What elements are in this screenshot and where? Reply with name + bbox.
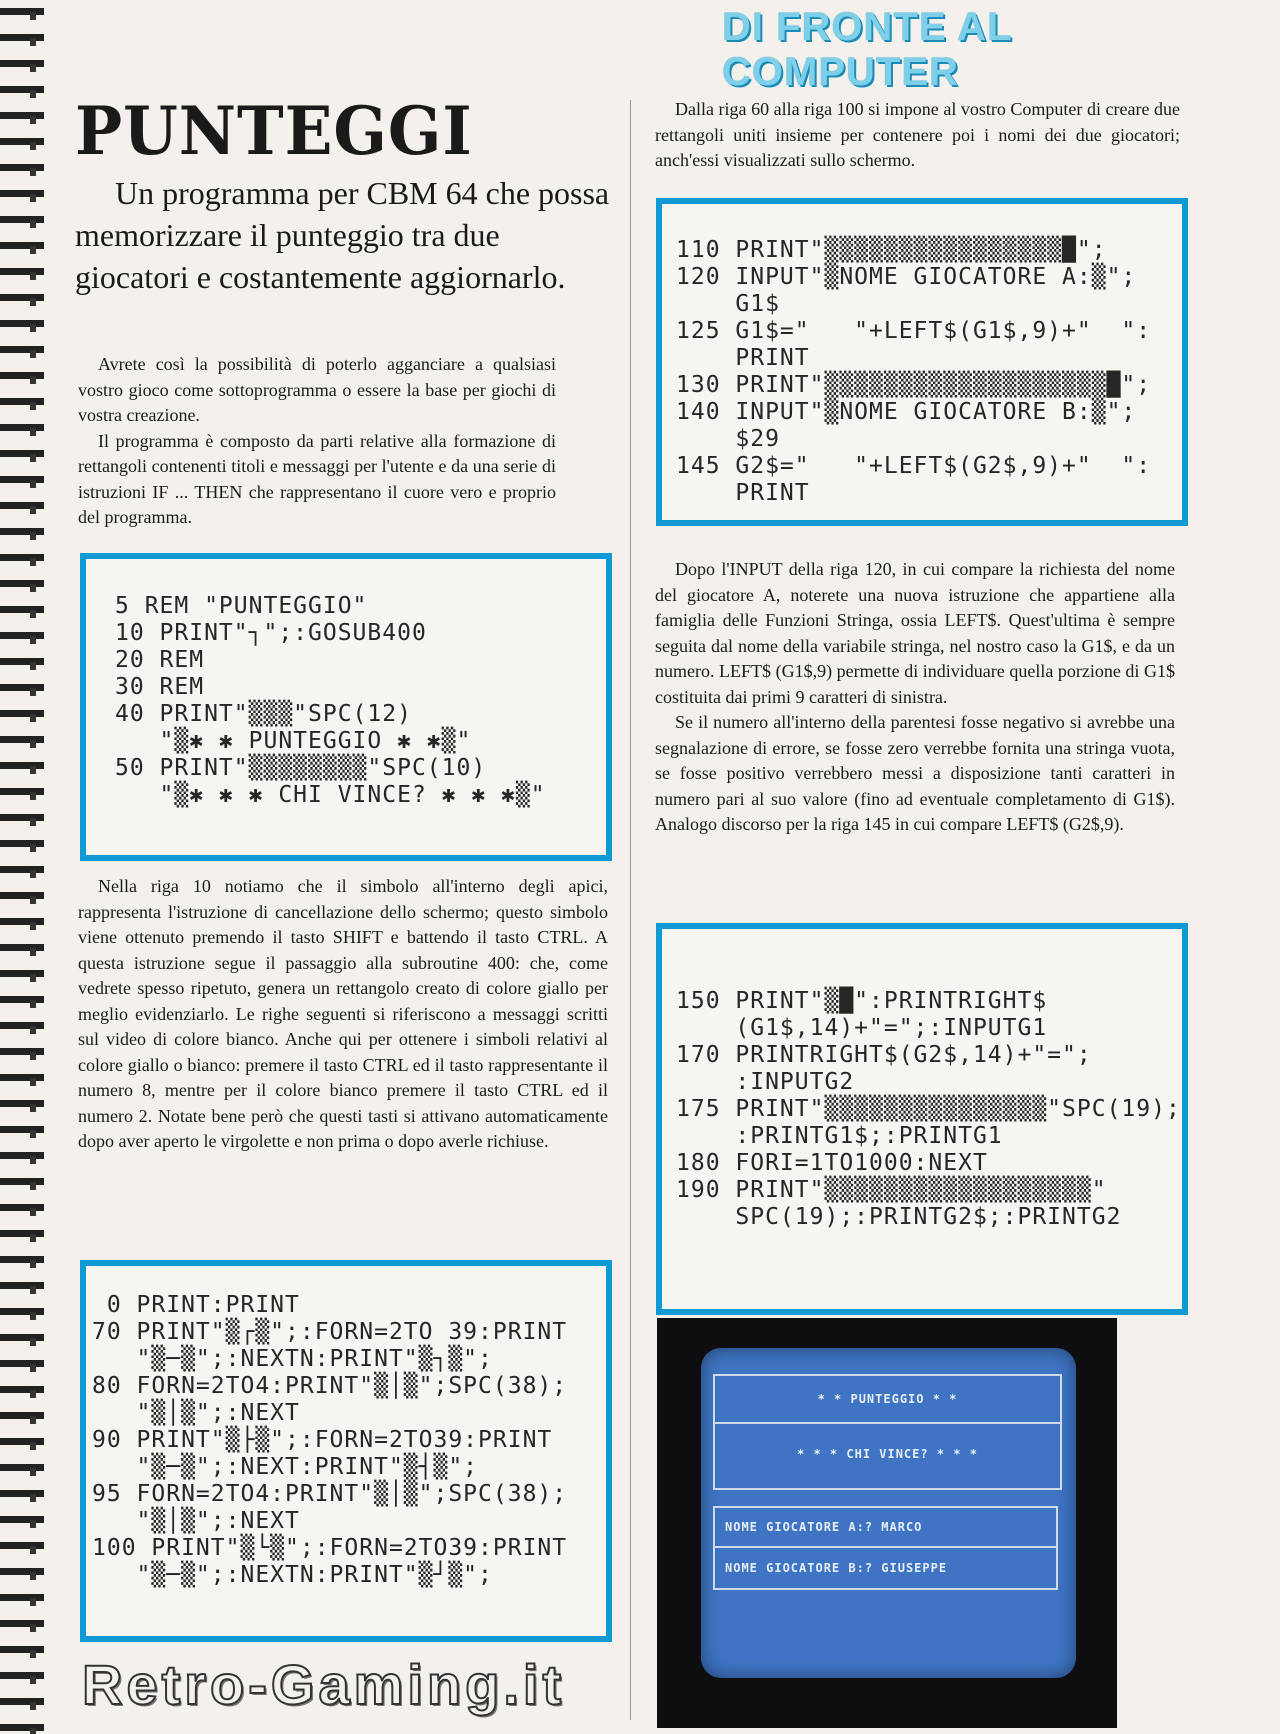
watermark: Retro-Gaming.it	[82, 1653, 566, 1716]
screen-title-box	[713, 1374, 1062, 1424]
right-paragraph-1	[655, 97, 1180, 174]
code-listing-2-text: 0 PRINT:PRINT 70 PRINT"▒┌▒";:FORN=2TO 39:PRINT "▒─▒";:NEXTN:PRINT"▒┐▒"; 80 FORN=2TO4:PRINT"▒│▒";SPC(38); "▒│▒";:NEXT 90 PRINT"▒├▒";:FORN=2TO39:PRINT "▒─▒";:NEXT:PRINT"▒┤▒"; 95 FORN=2TO4:PRINT"▒│▒";SPC(38); "▒│▒";:NEXT 100 PRINT"▒└▒";:FORN=2TO39:PRINT "▒─▒";:NEXTN:PRINT"▒┘▒";	[92, 1292, 568, 1588]
code-listing-3-text: 110 PRINT"▒▒▒▒▒▒▒▒▒▒▒▒▒▒▒▒█"; 120 INPUT"▒NOME GIOCATORE A:▒"; G1$ 125 G1$=" "+LEFT$(G1$,9)+" ": PRINT 130 PRINT"▒▒▒▒▒▒▒▒▒▒▒▒▒▒▒▒▒▒▒█"; 140 INPUT"▒NOME GIOCATORE B:▒"; $29 145 G2$=" "+LEFT$(G2$,9)+" ": PRINT	[676, 237, 1152, 506]
body-p1: Nella riga 10 notiamo che il simbolo all'interno degli apici, rappresenta l'istruzione di cancellazione dello schermo; questo simbolo viene ottenuto premendo il tasto SHIFT e battendo il tasto CTRL. A questa istruzione segue il passaggio alla subroutine 400: che, come vedrete spesso ripetuto, genera un rettangolo creato di colore giallo per meglio evidenziarlo. Le righe seguenti si riferiscono a messaggi scritti sul video di colore bianco. Anche qui per ottenere i simboli relativi al colore giallo o bianco: premere il tasto CTRL ed il tasto rappresentante il numero 8, mentre per il colore bianco premere il tasto CTRL ed il numero 2. Notate bene però che questi tasti si attivano automaticamente dopo aver aperto le virgolette e non prima o dopo averle richiuse.	[78, 876, 608, 1151]
screen-display	[701, 1348, 1076, 1678]
code-listing-1-text: 5 REM "PUNTEGGIO" 10 PRINT"┐";:GOSUB400 20 REM 30 REM 40 PRINT"▒▒▒"SPC(12) "▒✱ ✱ PUNTEGGIO ✱ ✱▒" 50 PRINT"▒▒▒▒▒▒▒▒"SPC(10) "▒✱ ✱ ✱ CHI VINCE? ✱ ✱ ✱▒"	[115, 593, 546, 808]
screen-line-3: NOME GIOCATORE A:? MARCO	[725, 1520, 923, 1534]
screen-player-a-box	[713, 1506, 1058, 1548]
right-p3: Se il numero all'interno della parentesi fosse negativo si avrebbe una segnalazione di errore, se fosse zero verrebbe fornita una stringa vuota, se fosse positivo verrebbero messi a disposizione tanti caratteri in numero pari al suo valore (fino ad eventuale completamento di G1$). Analogo discorso per la riga 145 in cui compare LEFT$ (G2$,9).	[655, 712, 1175, 834]
computer-screen-photo	[657, 1318, 1117, 1728]
column-divider	[630, 100, 631, 1720]
intro-paragraph	[78, 352, 556, 531]
subtitle: Un programma per CBM 64 che possa memorizzare il punteggio tra due giocatori e costantemente aggiornarlo.	[75, 175, 610, 295]
screen-line-1: * * PUNTEGGIO * *	[817, 1392, 958, 1406]
screen-player-b-box	[713, 1548, 1058, 1590]
screen-line-4: NOME GIOCATORE B:? GIUSEPPE	[725, 1561, 948, 1575]
page-title: PUNTEGGI	[75, 92, 473, 170]
right-p1: Dalla riga 60 alla riga 100 si impone al vostro Computer di creare due rettangoli uniti insieme per contenere poi i nomi dei due giocatori; anch'essi visualizzati sullo schermo.	[655, 99, 1180, 170]
section-header: DI FRONTE AL COMPUTER	[722, 5, 1012, 94]
screen-subtitle-box	[713, 1420, 1062, 1490]
right-paragraph-2	[655, 557, 1175, 838]
screen-line-2: * * * CHI VINCE? * * *	[797, 1447, 978, 1461]
spiral-binding	[0, 0, 44, 1734]
intro-p1: Avrete così la possibilità di poterlo agganciare a qualsiasi vostro gioco come sottoprogramma o essere la base per giochi di vostra creazione.	[78, 354, 556, 425]
right-p2: Dopo l'INPUT della riga 120, in cui compare la richiesta del nome del giocatore A, noterete una nuova istruzione che appartiene alla famiglia delle Funzioni Stringa, ossia LEFT$. Quest'ultima è sempre seguita dal nome della variabile stringa, nel nostro caso la G1$, e da un numero. LEFT$ (G1$,9) permette di individuare quella porzione di G1$ costituita dai primi 9 caratteri di sinistra.	[655, 559, 1175, 707]
intro-p2: Il programma è composto da parti relative alla formazione di rettangoli contenenti titoli e messaggi per l'utente e da una serie di istruzioni IF ... THEN che rappresentano il cuore vero e proprio del programma.	[78, 430, 556, 527]
code-listing-4-text: 150 PRINT"▒█":PRINTRIGHT$ (G1$,14)+"=";:INPUTG1 170 PRINTRIGHT$(G2$,14)+"="; :INPUTG2 175 PRINT"▒▒▒▒▒▒▒▒▒▒▒▒▒▒▒"SPC(19); :PRINTG1$;:PRINTG1 180 FORI=1TO1000:NEXT 190 PRINT"▒▒▒▒▒▒▒▒▒▒▒▒▒▒▒▒▒▒" SPC(19);:PRINTG2$;:PRINTG2	[676, 988, 1181, 1230]
body-paragraph	[78, 874, 608, 1155]
